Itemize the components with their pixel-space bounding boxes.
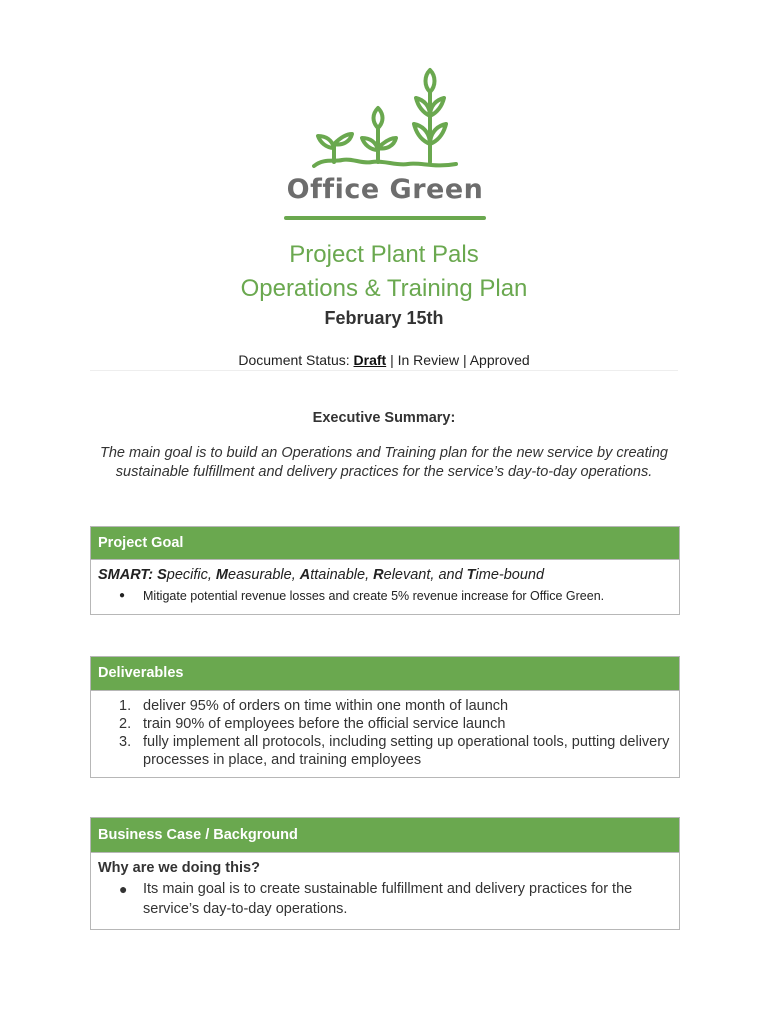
list-number: 3.	[119, 734, 132, 750]
smart-label: SMART:	[98, 567, 158, 583]
smart-initial-m: M	[215, 567, 229, 583]
smart-initial-t: T	[466, 567, 476, 583]
deliverable-text: deliver 95% of orders on time within one month of launch	[143, 698, 509, 714]
list-item	[98, 588, 672, 604]
business-case-table	[90, 817, 680, 930]
executive-summary-text: The main goal is to build an Operations and Training plan for the new service by creating sustainable fulfillment and delivery practices for the service’s day-to-day operations.	[100, 445, 668, 480]
list-item	[98, 733, 672, 769]
list-number: 1.	[119, 698, 132, 714]
smart-initial-s: S	[157, 567, 167, 583]
brand-underline	[284, 216, 486, 220]
list-number: 2.	[119, 716, 132, 732]
project-goal-body	[91, 566, 679, 604]
executive-summary-heading: Executive Summary:	[312, 410, 456, 426]
smart-term: easurable,	[228, 567, 300, 583]
plan-title: Operations & Training Plan	[240, 275, 528, 302]
list-item	[98, 879, 672, 919]
sprouting-plants-icon	[312, 66, 458, 172]
smart-term: ime-bound	[475, 567, 545, 583]
smart-term: elevant, and	[383, 567, 467, 583]
deliverable-text: fully implement all protocols, including setting up operational tools, putting delivery processes in place, and training employees	[143, 734, 670, 768]
smart-term: pecific,	[166, 567, 216, 583]
smart-term: ttainable,	[310, 567, 374, 583]
status-options: | In Review | Approved	[386, 352, 530, 368]
deliverable-text: train 90% of employees before the official service launch	[143, 716, 506, 732]
business-case-bullet-text: Its main goal is to create sustainable fulfillment and delivery practices for the service’s day-to-day operations.	[143, 881, 633, 917]
status-prefix: Document Status:	[238, 352, 354, 368]
goal-bullet-text: Mitigate potential revenue losses and create 5% revenue increase for Office Green.	[143, 589, 605, 603]
deliverables-table	[90, 656, 680, 778]
bullet-icon: ●	[119, 881, 128, 897]
office-green-logo	[284, 66, 486, 224]
deliverables-list	[98, 697, 672, 769]
project-goal-table	[90, 526, 680, 615]
list-item	[98, 715, 672, 733]
project-goal-header: Project Goal	[91, 527, 679, 560]
status-draft[interactable]: Draft	[353, 352, 387, 368]
document-status	[0, 352, 768, 368]
document-date: February 15th	[324, 308, 444, 328]
business-case-body	[91, 859, 679, 919]
smart-initial-r: R	[373, 567, 384, 583]
list-item	[98, 697, 672, 715]
smart-initial-a: A	[299, 567, 311, 583]
smart-line	[98, 566, 672, 584]
deliverables-body	[91, 697, 679, 769]
project-title: Project Plant Pals	[289, 241, 479, 268]
bullet-icon: ●	[119, 590, 126, 601]
why-question: Why are we doing this?	[98, 860, 260, 876]
deliverables-header: Deliverables	[91, 657, 679, 691]
divider	[90, 370, 678, 371]
brand-name: Office Green	[286, 174, 484, 205]
business-case-header: Business Case / Background	[91, 818, 679, 853]
